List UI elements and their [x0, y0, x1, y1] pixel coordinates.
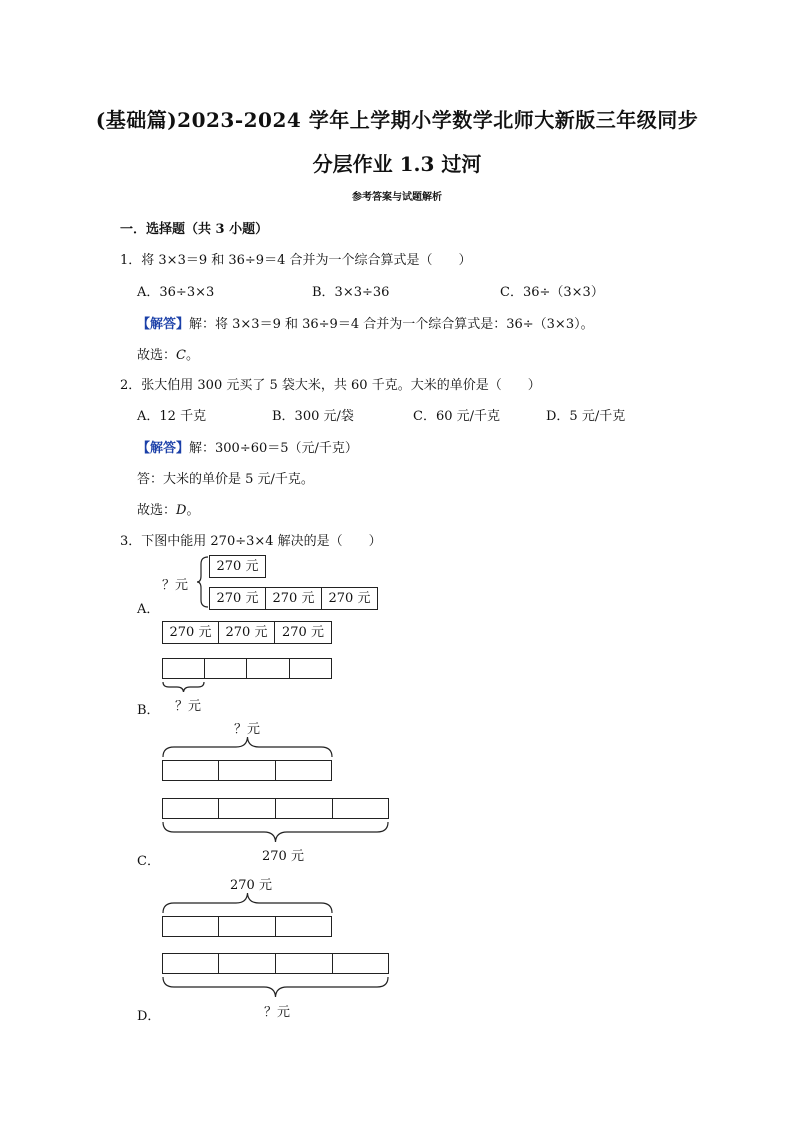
question-3-option-d-letter: D．	[137, 1009, 161, 1024]
question-2-option-c: C．60 元/千克	[413, 409, 501, 424]
question-2-stem: 2．张大伯用 300 元买了 5 袋大米，共 60 千克。大米的单价是（ ）	[120, 378, 541, 393]
question-2-option-d: D．5 元/千克	[546, 409, 626, 424]
answer-tag: 【解答】	[137, 441, 190, 456]
question-2-answer	[137, 437, 358, 456]
answer-text: 解：将 3×3＝9 和 36÷9＝4 合并为一个综合算式是：36÷（3×3）。	[189, 317, 594, 332]
option-b-question-label: ？元	[175, 699, 202, 714]
document-subtitle: 参考答案与试题解析	[352, 192, 442, 203]
option-c-top-label: ？元	[234, 722, 261, 737]
option-a-bottom-box-1: 270 元	[209, 587, 266, 610]
option-c-bottom-cell-2	[218, 798, 276, 819]
option-d-bottom-label: ？元	[264, 1005, 291, 1020]
option-c-bottom-cell-3	[275, 798, 333, 819]
option-d-top-cell-3	[275, 916, 332, 937]
option-c-top-brace	[162, 736, 333, 758]
option-d-bottom-brace	[162, 976, 390, 998]
question-3-stem: 3．下图中能用 270÷3×4 解决的是（ ）	[120, 534, 382, 549]
question-1-answer	[137, 313, 594, 332]
question-1-choice	[137, 344, 199, 363]
question-1-stem: 1．将 3×3＝9 和 36÷9＝4 合并为一个综合算式是（ ）	[120, 253, 472, 268]
option-b-blank-1	[162, 658, 205, 679]
choice-suffix: 。	[186, 503, 200, 518]
answer-text: 解：300÷60＝5（元/千克）	[189, 441, 358, 456]
option-a-top-box: 270 元	[209, 555, 266, 578]
choice-letter: C	[176, 348, 186, 363]
option-d-top-label: 270 元	[230, 878, 272, 893]
choice-prefix: 故选：	[137, 348, 177, 363]
option-b-blank-2	[204, 658, 247, 679]
option-c-top-cell-2	[218, 760, 276, 781]
choice-letter: D	[176, 503, 187, 518]
option-d-top-brace	[162, 892, 333, 914]
option-c-top-cell-3	[275, 760, 332, 781]
answer-tag: 【解答】	[137, 317, 190, 332]
question-1-option-a: A．36÷3×3	[137, 285, 215, 300]
option-c-bottom-brace	[162, 821, 390, 843]
document-title-line1: (基础篇)2023-2024 学年上学期小学数学北师大新版三年级同步	[95, 108, 699, 132]
option-d-bottom-cell-4	[332, 953, 389, 974]
option-b-bottom-brace	[162, 681, 205, 693]
choice-prefix: 故选：	[137, 503, 177, 518]
option-a-bottom-box-2: 270 元	[265, 587, 322, 610]
question-3-option-a-letter: A．	[137, 602, 160, 617]
option-b-top-box-1: 270 元	[162, 621, 219, 644]
question-2-reply: 答：大米的单价是 5 元/千克。	[137, 472, 314, 487]
option-c-bottom-cell-4	[332, 798, 389, 819]
document-title-line2: 分层作业 1.3 过河	[312, 152, 482, 176]
question-2-option-b: B．300 元/袋	[272, 409, 354, 424]
option-a-question-label: ？元	[162, 578, 189, 593]
option-a-bottom-box-3: 270 元	[321, 587, 378, 610]
option-d-top-cell-1	[162, 916, 219, 937]
section-heading: 一．选择题（共 3 小题）	[120, 222, 269, 237]
option-c-top-cell-1	[162, 760, 219, 781]
question-3-option-b-letter: B．	[137, 703, 160, 718]
choice-suffix: 。	[185, 348, 199, 363]
option-b-top-box-2: 270 元	[218, 621, 275, 644]
option-d-bottom-cell-1	[162, 953, 219, 974]
option-d-top-cell-2	[218, 916, 276, 937]
option-d-bottom-cell-3	[275, 953, 333, 974]
option-b-blank-3	[246, 658, 290, 679]
question-1-option-c: C．36÷（3×3）	[500, 285, 604, 300]
option-b-blank-4	[289, 658, 332, 679]
question-2-choice	[137, 499, 199, 518]
option-c-bottom-label: 270 元	[262, 849, 304, 864]
option-b-top-box-3: 270 元	[274, 621, 332, 644]
question-1-option-b: B．3×3÷36	[312, 285, 390, 300]
question-2-option-a: A．12 千克	[137, 409, 207, 424]
question-3-option-c-letter: C．	[137, 854, 160, 869]
option-d-bottom-cell-2	[218, 953, 276, 974]
option-c-bottom-cell-1	[162, 798, 219, 819]
option-a-left-brace	[196, 556, 210, 608]
